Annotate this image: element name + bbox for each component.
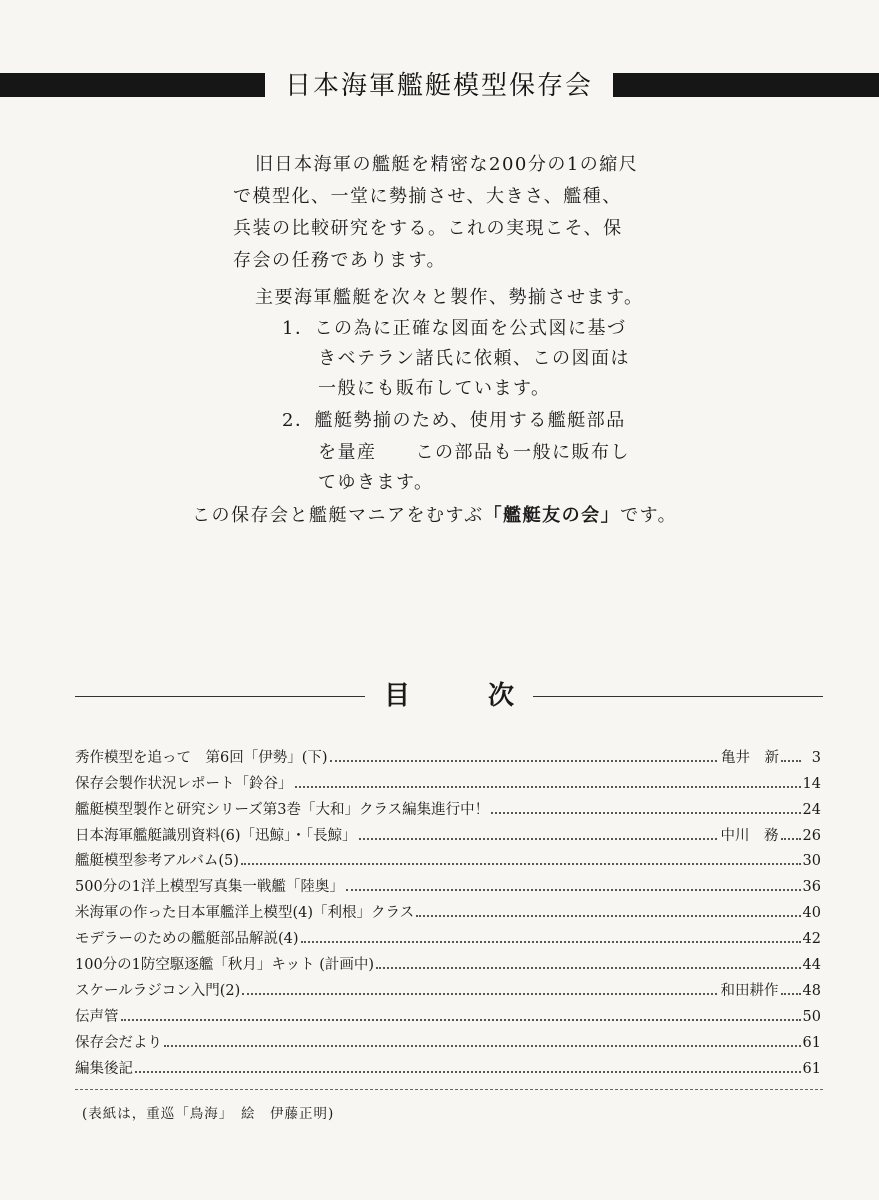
toc-heading-left: 目 <box>384 681 411 711</box>
toc-entry-title: 米海軍の作った日本軍艦洋上模型(4)「利根」クラス <box>75 905 415 922</box>
toc-entry-title: モデラーのための艦艇部品解説(4) <box>75 931 299 948</box>
intro-list-item-2: 2．艦艇勢揃のため、使用する艦艇部品 <box>282 410 626 431</box>
toc-entry-page: 14 <box>802 775 821 792</box>
intro-line: を量産 この部品も一般に販布し <box>318 442 630 463</box>
toc-entry-page: 24 <box>802 801 821 818</box>
intro-list-item-1: 1．この為に正確な図面を公式図に基づ <box>282 318 627 339</box>
toc-entry-title: 艦艇模型参考アルバム(5) <box>75 853 239 870</box>
toc-leader-dots <box>301 917 801 943</box>
toc-leader-dots <box>781 736 801 762</box>
toc-entry <box>75 1047 821 1077</box>
toc-entry-title: 伝声管 <box>75 1008 119 1025</box>
toc-entry-page: 42 <box>802 931 821 948</box>
toc-leader-dots <box>242 969 716 995</box>
toc-entry-page: 3 <box>811 749 821 766</box>
intro-line: 一般にも販布しています。 <box>318 378 551 399</box>
table-of-contents <box>75 736 821 1077</box>
toc-entry-author: 中川 務 <box>720 827 779 844</box>
toc-entry-title: 艦艇模型製作と研究シリーズ第3巻「大和」クラス編集進行中！ <box>75 801 490 818</box>
page-title: 日本海軍艦艇模型保存会 <box>265 65 613 107</box>
intro-text <box>0 0 879 560</box>
toc-rule-right <box>533 696 823 697</box>
intro-line: で模型化、一堂に勢揃させ、大きさ、艦種、 <box>233 186 622 207</box>
toc-entry-title: 保存会製作状況レポート「鈴谷」 <box>75 775 293 792</box>
toc-entry-title: スケールラジコン入門(2) <box>75 982 241 999</box>
toc-entry-page: 50 <box>802 1008 821 1025</box>
toc-entry <box>75 736 821 766</box>
toc-entry-title: 500分の1洋上模型写真集一戦艦「陸奥」 <box>75 879 344 896</box>
toc-leader-dots <box>330 736 717 762</box>
toc-entry-page: 44 <box>802 957 821 974</box>
closing-prefix: この保存会と艦艇マニアをむすぶ <box>192 505 484 526</box>
toc-entry-author: 和田耕作 <box>720 982 779 999</box>
closing-suffix: です。 <box>620 505 678 526</box>
toc-leader-dots <box>241 840 801 866</box>
toc-entry-page: 61 <box>802 1034 821 1051</box>
intro-line: 旧日本海軍の艦艇を精密な200分の1の縮尺 <box>255 154 639 175</box>
toc-entry-page: 30 <box>802 853 821 870</box>
intro-line: てゆきます。 <box>318 472 434 493</box>
toc-entry-title: 100分の1防空駆逐艦「秋月」キット (計画中) <box>75 957 375 974</box>
toc-leader-dots <box>781 814 801 840</box>
footer-divider <box>75 1089 823 1090</box>
intro-closing <box>192 501 677 531</box>
toc-leader-dots <box>491 788 800 814</box>
toc-leader-dots <box>359 814 717 840</box>
toc-rule-left <box>75 696 365 697</box>
toc-entry-page: 40 <box>802 905 821 922</box>
intro-line: きベテラン諸氏に依頼、この図面は <box>318 348 630 369</box>
intro-line: 主要海軍艦艇を次々と製作、勢揃させます。 <box>255 287 644 308</box>
toc-leader-dots <box>164 1021 801 1047</box>
toc-entry-page: 26 <box>802 827 821 844</box>
toc-entry-page: 36 <box>802 879 821 896</box>
toc-leader-dots <box>416 891 800 917</box>
toc-entry <box>75 1021 821 1051</box>
toc-entry-author: 亀井 新 <box>721 749 779 766</box>
toc-entry-title: 保存会だより <box>75 1034 162 1051</box>
toc-leader-dots <box>781 969 801 995</box>
toc-heading-right: 次 <box>488 681 515 711</box>
toc-leader-dots <box>121 995 801 1021</box>
club-name-emphasis: 「艦艇友の会」 <box>483 505 621 526</box>
toc-leader-dots <box>135 1047 801 1073</box>
intro-line: 存会の任務であります。 <box>233 250 447 271</box>
intro-line: 兵装の比較研究をする。これの実現こそ、保 <box>233 218 623 239</box>
toc-leader-dots <box>376 943 801 969</box>
toc-leader-dots <box>346 865 801 891</box>
toc-entry <box>75 995 821 1025</box>
toc-entry-title: 編集後記 <box>75 1060 133 1077</box>
toc-entry-page: 48 <box>802 982 821 999</box>
toc-leader-dots <box>295 762 801 788</box>
cover-credit: (表紙は，重巡「鳥海」 絵 伊藤正明) <box>82 1106 335 1122</box>
toc-entry-title: 日本海軍艦艇識別資料(6)「迅鯨」・「長鯨」 <box>75 827 357 844</box>
toc-entry-page: 61 <box>802 1060 821 1077</box>
toc-entry-title: 秀作模型を追って 第6回「伊勢」(下) <box>75 749 328 766</box>
